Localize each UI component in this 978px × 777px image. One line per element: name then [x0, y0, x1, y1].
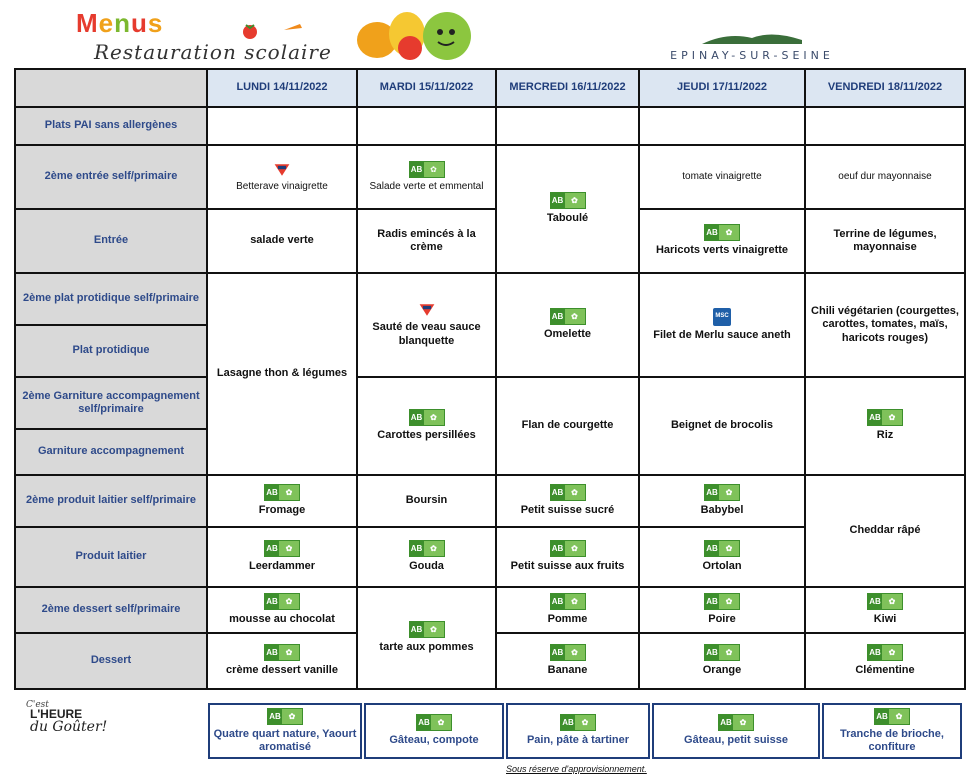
dish-label: Petit suisse aux fruits — [510, 560, 625, 573]
bio-ab-icon: AB ✿ — [704, 593, 740, 610]
snack-label: Gâteau, petit suisse — [684, 734, 788, 747]
bio-ab-icon: AB ✿ — [704, 644, 740, 661]
cell-mardi-entree: Radis emincés à la crème — [357, 209, 496, 273]
cell-vendredi-entree: Terrine de légumes, mayonnaise — [805, 209, 965, 273]
dish-label: Clémentine — [855, 664, 915, 677]
dish-label: Betterave vinaigrette — [236, 180, 328, 192]
cell-mercredi-dessert — [496, 633, 639, 689]
cell-lundi-laitier2 — [207, 475, 357, 527]
dish-label: Sauté de veau sauce blanquette — [372, 321, 481, 347]
dish-label: crème dessert vanille — [226, 664, 338, 677]
menus-logo: Menus — [76, 8, 164, 38]
dish-label: Ortolan — [702, 560, 742, 573]
gouter-logo: C'est L'HEURE du Goûter! — [26, 700, 108, 735]
cell-mardi-pai — [357, 107, 496, 145]
row-label-garniture2: 2ème Garniture accompagnement self/primaire — [15, 377, 207, 429]
snack-label: Quatre quart nature, Yaourt aromatisé — [213, 727, 357, 753]
bio-ab-icon: AB ✿ — [409, 540, 445, 557]
cell-mercredi-laitier2 — [496, 475, 639, 527]
cell-lundi-entree: salade verte — [207, 209, 357, 273]
day-header-mercredi: MERCREDI 16/11/2022 — [496, 69, 639, 107]
bio-ab-icon: AB ✿ — [550, 484, 586, 501]
bio-ab-icon: AB ✿ — [867, 593, 903, 610]
dish-label: Poire — [708, 613, 736, 626]
bio-ab-icon: AB ✿ — [550, 593, 586, 610]
row-label-plat: Plat protidique — [15, 325, 207, 377]
snack-mardi — [364, 703, 504, 759]
dish-label: Haricots verts vinaigrette — [655, 244, 789, 257]
dish-label: Babybel — [700, 504, 744, 517]
snack-lundi — [208, 703, 362, 759]
cell-mercredi-pai — [496, 107, 639, 145]
snack-label: Gâteau, compote — [389, 734, 479, 747]
cell-mercredi-plat — [496, 273, 639, 377]
cell-vendredi-dessert2 — [805, 587, 965, 633]
row-label-dessert: Dessert — [15, 633, 207, 689]
snack-table — [206, 703, 964, 759]
cell-mercredi-laitier — [496, 527, 639, 587]
dish-label: Riz — [876, 429, 894, 442]
cell-lundi-entree2 — [207, 145, 357, 209]
bio-ab-icon: AB ✿ — [550, 644, 586, 661]
bio-ab-icon: AB ✿ — [704, 484, 740, 501]
snack-label: Pain, pâte à tartiner — [526, 734, 630, 747]
cell-mardi-entree2 — [357, 145, 496, 209]
dish-label: Fromage — [258, 504, 306, 517]
bio-ab-icon: AB ✿ — [409, 409, 445, 426]
city-name: EPINAY-SUR-SEINE — [670, 49, 834, 62]
dish-label: Omelette — [543, 328, 592, 341]
fruits-mascot-icon — [352, 6, 477, 64]
row-label-entree: Entrée — [15, 209, 207, 273]
cell-jeudi-entree2: tomate vinaigrette — [639, 145, 805, 209]
cell-vendredi-garniture — [805, 377, 965, 475]
cell-vendredi-dessert — [805, 633, 965, 689]
bio-ab-icon: AB ✿ — [264, 540, 300, 557]
snack-jeudi — [652, 703, 820, 759]
dish-label: tarte aux pommes — [379, 641, 474, 654]
dish-label: Pomme — [547, 613, 588, 626]
bio-ab-icon: AB ✿ — [550, 540, 586, 557]
footnote: Sous réserve d'approvisionnement. — [506, 764, 647, 774]
snack-vendredi — [822, 703, 962, 759]
cell-mardi-laitier — [357, 527, 496, 587]
cell-lundi-dessert2 — [207, 587, 357, 633]
dish-label: Kiwi — [873, 613, 897, 626]
day-header-mardi: MARDI 15/11/2022 — [357, 69, 496, 107]
dish-label: Banane — [547, 664, 588, 677]
cell-jeudi-entree — [639, 209, 805, 273]
label-rouge-icon — [273, 162, 291, 178]
row-label-laitier: Produit laitier — [15, 527, 207, 587]
dish-label: Gouda — [409, 560, 444, 573]
cell-jeudi-pai — [639, 107, 805, 145]
bio-ab-icon: AB ✿ — [718, 714, 754, 731]
page-header — [0, 0, 978, 66]
logo-subtitle: Restauration scolaire — [94, 40, 332, 64]
row-label-dessert2: 2ème dessert self/primaire — [15, 587, 207, 633]
cell-jeudi-dessert2 — [639, 587, 805, 633]
bio-ab-icon: AB ✿ — [409, 621, 445, 638]
bio-ab-icon: AB ✿ — [264, 593, 300, 610]
bio-ab-icon: AB ✿ — [867, 409, 903, 426]
bio-ab-icon: AB ✿ — [409, 161, 445, 178]
cell-lundi-pai — [207, 107, 357, 145]
dish-label: Filet de Merlu sauce aneth — [653, 328, 791, 341]
snack-mercredi — [506, 703, 650, 759]
day-header-vendredi: VENDREDI 18/11/2022 — [805, 69, 965, 107]
cell-mardi-laitier2: Boursin — [357, 475, 496, 527]
corner-cell — [15, 69, 207, 107]
cell-jeudi-laitier — [639, 527, 805, 587]
row-label-garniture: Garniture accompagnement — [15, 429, 207, 475]
row-label-laitier2: 2ème produit laitier self/primaire — [15, 475, 207, 527]
dish-label: Leerdammer — [248, 560, 316, 573]
cell-vendredi-plat: Chili végétarien (courgettes, carottes, tomates, maïs, haricots rouges) — [805, 273, 965, 377]
cell-mercredi-garniture: Flan de courgette — [496, 377, 639, 475]
tomato-carrot-icon — [240, 20, 310, 42]
bio-ab-icon: AB ✿ — [874, 708, 910, 725]
cell-jeudi-plat — [639, 273, 805, 377]
bio-ab-icon: AB ✿ — [264, 484, 300, 501]
bio-ab-icon: AB ✿ — [550, 192, 586, 209]
cell-jeudi-garniture: Beignet de brocolis — [639, 377, 805, 475]
cell-lundi-plat: Lasagne thon & légumes — [207, 273, 357, 475]
cell-vendredi-entree2: oeuf dur mayonnaise — [805, 145, 965, 209]
dish-label: Taboulé — [546, 212, 589, 225]
bio-ab-icon: AB ✿ — [560, 714, 596, 731]
menu-table — [14, 68, 966, 690]
row-label-plat2: 2ème plat protidique self/primaire — [15, 273, 207, 325]
dish-label: Petit suisse sucré — [520, 504, 615, 517]
dish-label: Salade verte et emmental — [369, 181, 484, 192]
snack-label: Tranche de brioche, confiture — [840, 727, 944, 753]
day-header-lundi: LUNDI 14/11/2022 — [207, 69, 357, 107]
cell-mardi-garniture — [357, 377, 496, 475]
dish-label: mousse au chocolat — [229, 613, 335, 626]
bio-ab-icon: AB ✿ — [416, 714, 452, 731]
bio-ab-icon: AB ✿ — [267, 708, 303, 725]
cell-lundi-laitier — [207, 527, 357, 587]
cell-jeudi-dessert — [639, 633, 805, 689]
bio-ab-icon: AB ✿ — [264, 644, 300, 661]
row-label-entree2: 2ème entrée self/primaire — [15, 145, 207, 209]
city-logo — [640, 30, 864, 62]
hills-icon — [702, 30, 802, 44]
dish-label: Carottes persillées — [377, 429, 476, 442]
bio-ab-icon: AB ✿ — [704, 224, 740, 241]
label-rouge-icon — [418, 302, 436, 318]
cell-vendredi-laitier: Cheddar râpé — [805, 475, 965, 587]
day-header-jeudi: JEUDI 17/11/2022 — [639, 69, 805, 107]
cell-jeudi-laitier2 — [639, 475, 805, 527]
cell-vendredi-pai — [805, 107, 965, 145]
row-label-pai: Plats PAI sans allergènes — [15, 107, 207, 145]
dish-label: Orange — [702, 664, 742, 677]
cell-lundi-dessert — [207, 633, 357, 689]
msc-icon: MSC — [713, 308, 731, 326]
cell-mardi-dessert — [357, 587, 496, 689]
bio-ab-icon: AB ✿ — [704, 540, 740, 557]
cell-mercredi-entree — [496, 145, 639, 273]
bio-ab-icon: AB ✿ — [867, 644, 903, 661]
cell-mardi-plat — [357, 273, 496, 377]
cell-mercredi-dessert2 — [496, 587, 639, 633]
bio-ab-icon: AB ✿ — [550, 308, 586, 325]
